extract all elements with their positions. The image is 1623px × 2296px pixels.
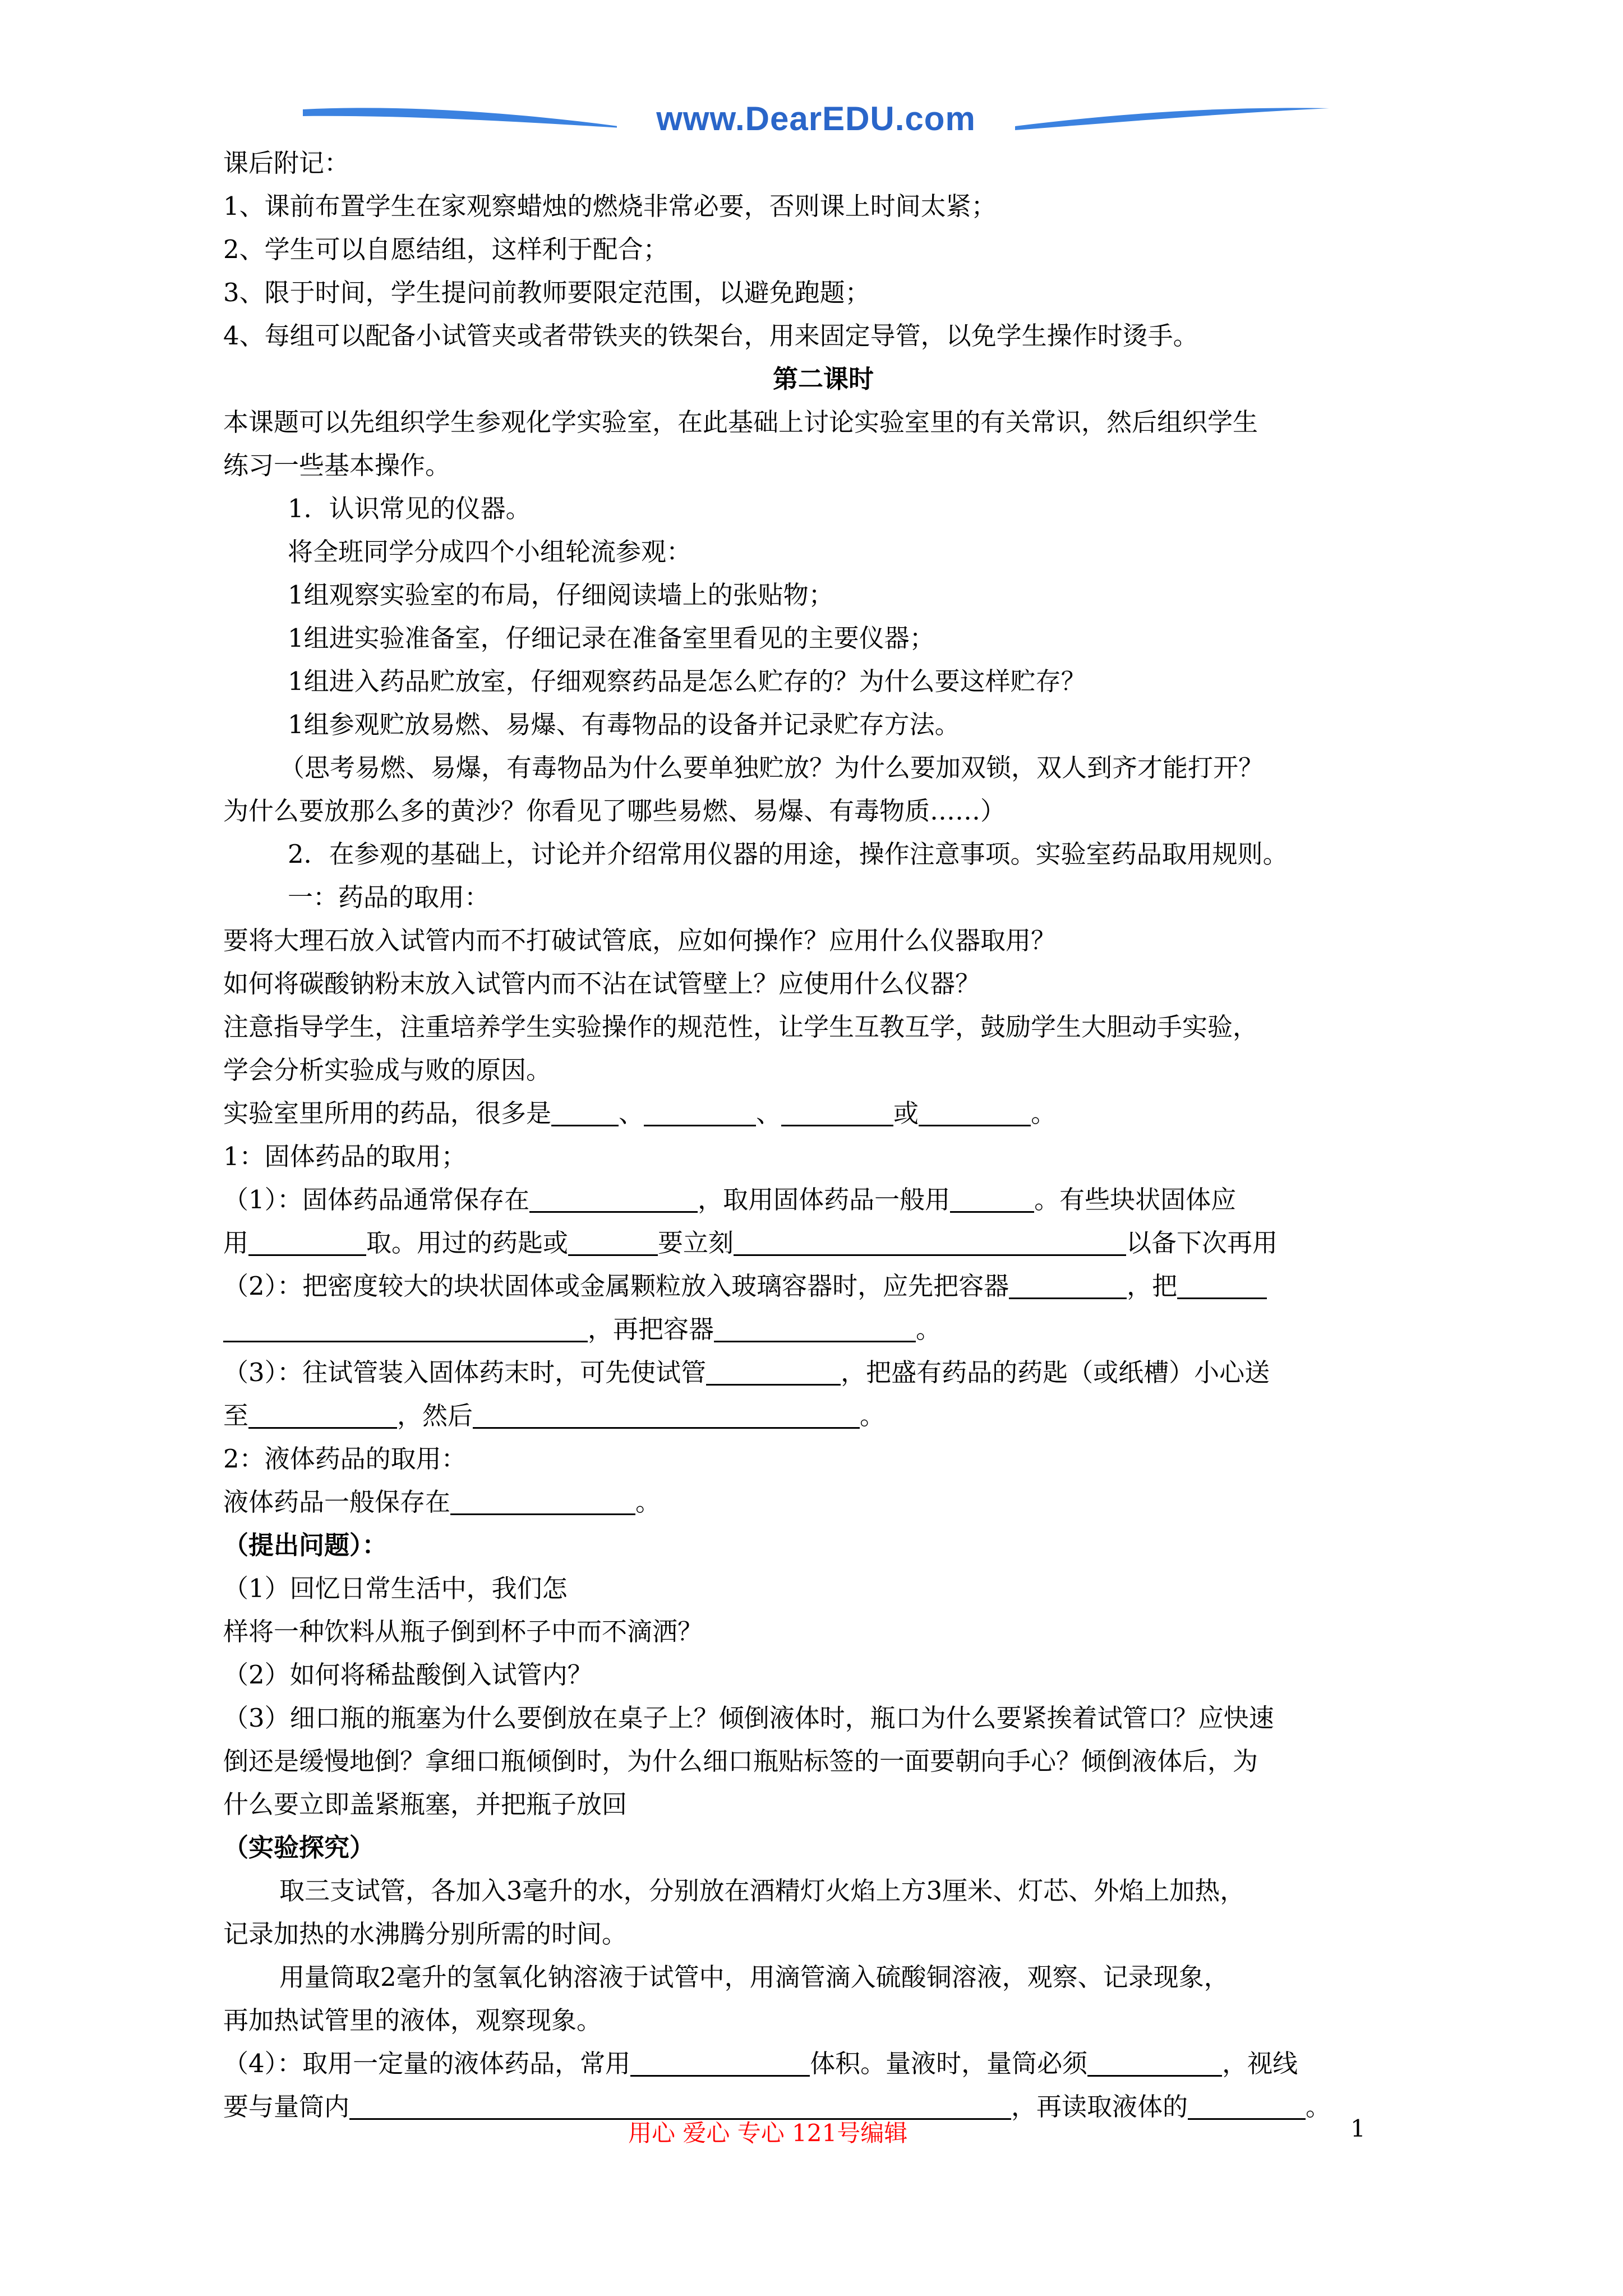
fill-line-solid-2: （2）：把密度较大的块状固体或金属颗粒放入玻璃容器时，应先把容器 ，把 [223, 1264, 1423, 1308]
text-line: 1组参观贮放易燃、易爆、有毒物品的设备并记录贮存方法。 [288, 710, 960, 739]
text-line: 练习一些基本操作。 [223, 450, 451, 480]
blank[interactable] [644, 1099, 756, 1126]
text-line: 本课题可以先组织学生参观化学实验室，在此基础上讨论实验室里的有关常识，然后组织学生 [223, 407, 1258, 437]
fill-line-solid-2b: ，再把容器 。 [223, 1308, 1423, 1351]
text-line: 一：药品的取用： [288, 882, 490, 912]
text-line: 2．在参观的基础上，讨论并介绍常用仪器的用途，操作注意事项。实验室药品取用规则。 [288, 839, 1288, 869]
blank[interactable] [568, 1228, 658, 1256]
text-line: 倒还是缓慢地倒？拿细口瓶倾倒时，为什么细口瓶贴标签的一面要朝向手心？倾倒液体后，为 [223, 1746, 1258, 1776]
page-number: 1 [1350, 2115, 1366, 2142]
footer-note: 用心 爱心 专心 121号编辑 [628, 2119, 908, 2147]
fill-line-liquid-4b: 要与量筒内 ，再读取液体的 。 [223, 2092, 1331, 2122]
blank[interactable] [919, 1099, 1031, 1126]
blank[interactable] [473, 1401, 860, 1429]
text-line: 1组进入药品贮放室，仔细观察药品是怎么贮存的？为什么要这样贮存？ [288, 666, 1086, 696]
blank[interactable] [248, 1401, 397, 1429]
text-line: 将全班同学分成四个小组轮流参观： [288, 537, 692, 567]
text-line: 用量筒取2毫升的氢氧化钠溶液于试管中，用滴管滴入硫酸铜溶液，观察、记录现象， [279, 1962, 1229, 1992]
text-line: 取三支试管，各加入3毫升的水，分别放在酒精灯火焰上方3厘米、灯芯、外焰上加热， [279, 1876, 1246, 1906]
blank[interactable] [1177, 1272, 1267, 1299]
blank[interactable] [1188, 2092, 1306, 2120]
blank[interactable] [529, 1185, 698, 1213]
text-line: 2：液体药品的取用： [223, 1444, 467, 1474]
text-line: 什么要立即盖紧瓶塞，并把瓶子放回 [223, 1789, 628, 1819]
text-line: 注意指导学生，注重培养学生实验操作的规范性，让学生互教互学，鼓励学生大胆动手实验， [223, 1012, 1258, 1042]
blank[interactable] [223, 1315, 588, 1342]
section-title: 第二课时 [772, 364, 874, 394]
blank[interactable] [706, 1358, 841, 1386]
blank[interactable] [781, 1099, 893, 1126]
text-line: 再加热试管里的液体，观察现象。 [223, 2005, 602, 2035]
blank[interactable] [1087, 2049, 1222, 2077]
blank[interactable] [248, 1228, 366, 1256]
text-line: 如何将碳酸钠粉末放入试管内而不沾在试管壁上？应使用什么仪器？ [223, 969, 981, 999]
blank[interactable] [950, 1185, 1034, 1213]
text-line: 1、课前布置学生在家观察蜡烛的燃烧非常必要，否则课上时间太紧； [223, 191, 997, 221]
fill-line-liquid-4: （4）：取用一定量的液体药品，常用 体积。量液时，量筒必须 ，视线 [223, 2049, 1298, 2078]
document-body [223, 141, 1423, 2128]
text-line: 1组进实验准备室，仔细记录在准备室里看见的主要仪器； [288, 623, 935, 653]
text-line: 要将大理石放入试管内而不打破试管底，应如何操作？应用什么仪器取用？ [223, 926, 1057, 955]
text-line: 1．认识常见的仪器。 [288, 494, 531, 523]
text-line: 1组观察实验室的布局，仔细阅读墙上的张贴物； [288, 580, 834, 610]
text-line: 为什么要放那么多的黄沙？你看见了哪些易燃、易爆、有毒物质……） [223, 796, 1006, 826]
blank[interactable] [551, 1099, 619, 1126]
fill-line-solid-3b: 至 ，然后 。 [223, 1401, 886, 1430]
blank[interactable] [714, 1315, 916, 1342]
text-line: （提出问题）： [223, 1530, 388, 1560]
text-line: （实验探究） [223, 1833, 375, 1862]
blank[interactable] [450, 1488, 635, 1515]
blank[interactable] [630, 2049, 810, 2077]
fill-line-solid-1: （1）：固体药品通常保存在 ，取用固体药品一般用 。有些块状固体应 [223, 1185, 1237, 1214]
fill-line-solid-1b: 用 取。用过的药匙或 要立刻 以备下次再用 [223, 1228, 1278, 1258]
text-line: 样将一种饮料从瓶子倒到杯子中而不滴洒？ [223, 1617, 703, 1646]
text-line: （3）细口瓶的瓶塞为什么要倒放在桌子上？倾倒液体时，瓶口为什么要紧挨着试管口？应快速 [223, 1703, 1274, 1733]
text-line: 记录加热的水沸腾分别所需的时间。 [223, 1919, 628, 1949]
text-line: 1：固体药品的取用； [223, 1142, 467, 1171]
text-line: （思考易燃、易爆，有毒物品为什么要单独贮放？为什么要加双锁，双人到齐才能打开？ [279, 753, 1264, 783]
text-line: （1）回忆日常生活中，我们怎 [223, 1573, 568, 1603]
fill-line-solid-3: （3）：往试管装入固体药末时，可先使试管 ，把盛有药品的药匙（或纸槽）小心送 [223, 1358, 1270, 1387]
fill-line-liquid: 液体药品一般保存在 。 [223, 1487, 661, 1517]
text-line: 4、每组可以配备小试管夹或者带铁夹的铁架台，用来固定导管，以免学生操作时烫手。 [223, 321, 1198, 351]
text-line: 3、限于时间，学生提问前教师要限定范围，以避免跑题； [223, 278, 870, 307]
text-line: 学会分析实验成与败的原因。 [223, 1055, 552, 1085]
text-line: （2）如何将稀盐酸倒入试管内？ [223, 1660, 593, 1690]
header-site-name: www.DearEDU.com [617, 99, 1015, 138]
fill-line-reagents: 实验室里所用的药品，很多是 、 、 或 。 [223, 1098, 1057, 1128]
blank[interactable] [734, 1228, 1126, 1256]
text-line: 2、学生可以自愿结组，这样利于配合； [223, 234, 668, 264]
blank[interactable] [1009, 1272, 1127, 1299]
text-line: 课后附记： [223, 148, 350, 178]
